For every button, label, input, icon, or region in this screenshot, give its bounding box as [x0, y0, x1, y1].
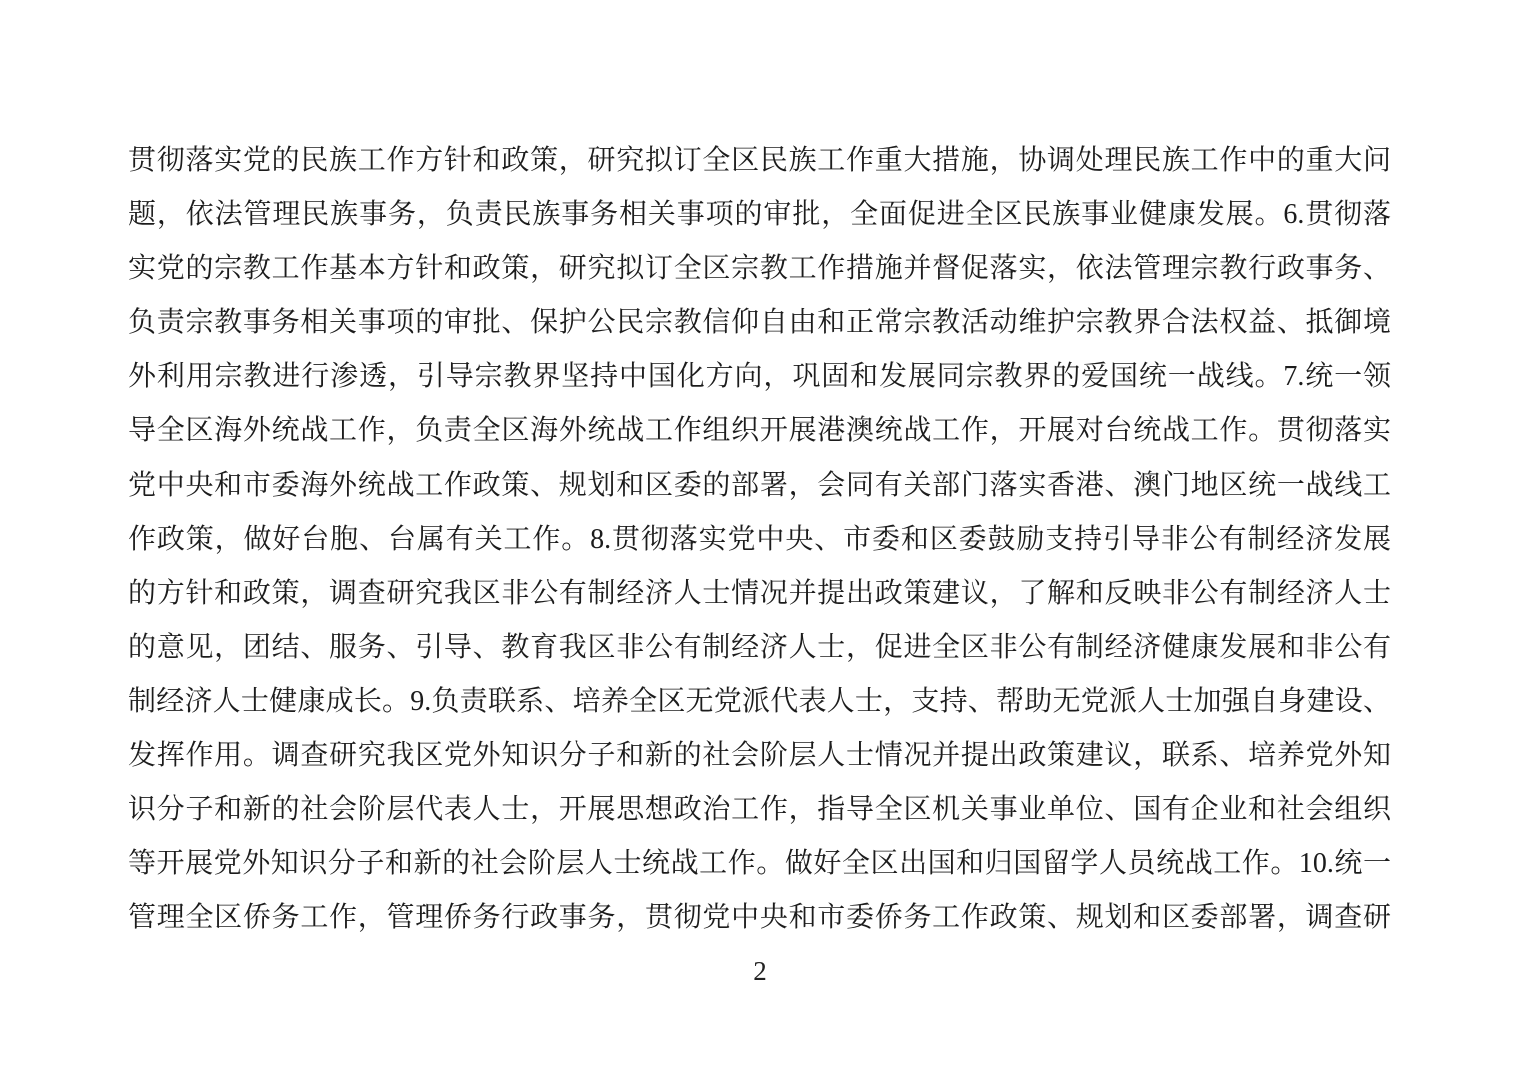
text-line: 党中央和市委海外统战工作政策、规划和区委的部署，会同有关部门落实香港、澳门地区统一战线工	[128, 469, 1391, 501]
page-number: 2	[753, 956, 767, 986]
text-line: 外利用宗教进行渗透，引导宗教界坚持中国化方向，巩固和发展同宗教界的爱国统一战线。7.统一领	[128, 361, 1391, 393]
text-line: 题，依法管理民族事务，负责民族事务相关事项的审批，全面促进全区民族事业健康发展。6.贯彻落	[128, 199, 1391, 231]
text-line: 贯彻落实党的民族工作方针和政策，研究拟订全区民族工作重大措施，协调处理民族工作中的重大问	[128, 145, 1391, 176]
text-line: 负责宗教事务相关事项的审批、保护公民宗教信仰自由和正常宗教活动维护宗教界合法权益、抵御境	[128, 307, 1391, 339]
text-line: 的意见，团结、服务、引导、教育我区非公有制经济人士，促进全区非公有制经济健康发展和非公有	[128, 631, 1391, 663]
text-line: 导全区海外统战工作，负责全区海外统战工作组织开展港澳统战工作，开展对台统战工作。贯彻落实	[128, 415, 1391, 447]
page-footer	[0, 958, 1520, 985]
text-line: 作政策，做好台胞、台属有关工作。8.贯彻落实党中央、市委和区委鼓励支持引导非公有制经济发展	[128, 523, 1391, 555]
text-line: 发挥作用。调查研究我区党外知识分子和新的社会阶层人士情况并提出政策建议，联系、培养党外知	[128, 740, 1391, 772]
text-line: 制经济人士健康成长。9.负责联系、培养全区无党派代表人士，支持、帮助无党派人士加强自身建设、	[128, 685, 1391, 717]
paragraph-continuation	[128, 134, 1391, 945]
text-line: 实党的宗教工作基本方针和政策，研究拟订全区宗教工作措施并督促落实，依法管理宗教行政事务、	[128, 253, 1391, 285]
text-line: 识分子和新的社会阶层代表人士，开展思想政治工作，指导全区机关事业单位、国有企业和社会组织	[128, 794, 1391, 826]
text-line: 管理全区侨务工作，管理侨务行政事务，贯彻党中央和市委侨务工作政策、规划和区委部署，调查研	[128, 902, 1391, 934]
text-line: 等开展党外知识分子和新的社会阶层人士统战工作。做好全区出国和归国留学人员统战工作。10.统一	[128, 848, 1391, 880]
text-line: 的方针和政策，调查研究我区非公有制经济人士情况并提出政策建议，了解和反映非公有制经济人士	[128, 577, 1391, 609]
